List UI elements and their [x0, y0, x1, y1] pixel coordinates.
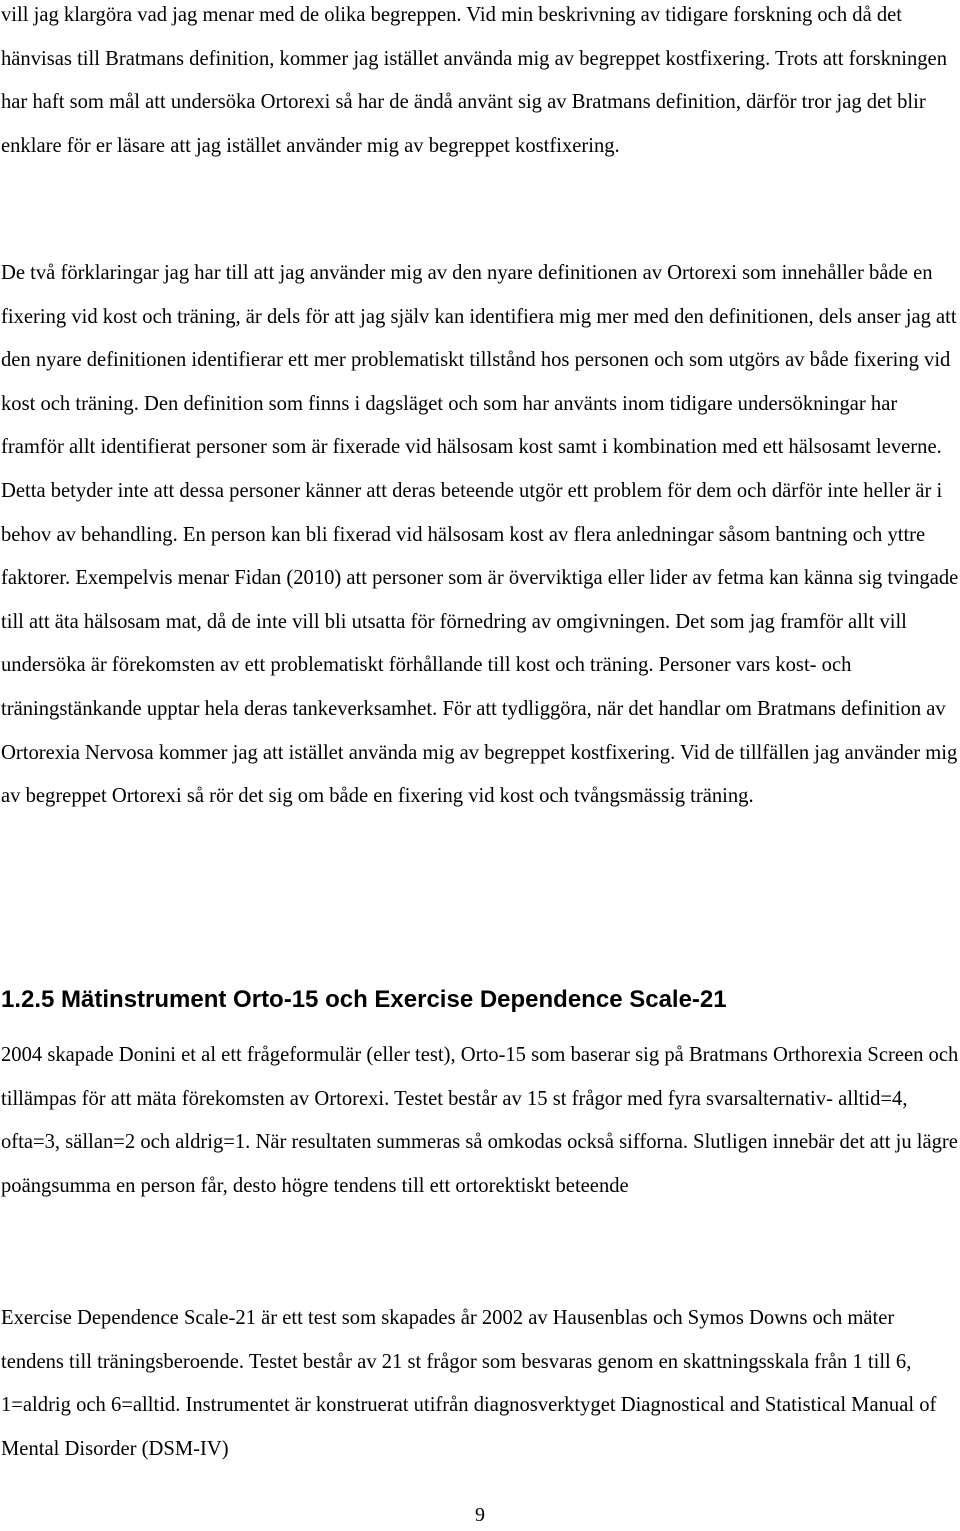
paragraph-orto15: 2004 skapade Donini et al ett frågeformulär (eller test), Orto-15 som baserar sig på Bratmans Orthorexia Screen och tillämpas för att mäta förekomsten av Ortorexi. Testet består av 15 st frågor med fyra svarsalternativ- alltid=4, ofta=3, sällan=2 och aldrig=1. När resultaten summeras så omkodas också sifforna. Slutligen innebär det att ju lägre poängsumma en person får, desto högre tendens till ett ortorektiskt beteende	[1, 1044, 959, 1197]
paragraph-eds21: Exercise Dependence Scale-21 är ett test som skapades år 2002 av Hausenblas och Symos Downs och mäter tendens till träningsberoende. Testet består av 21 st frågor som besvaras genom en skattningsskala från 1 till 6, 1=aldrig och 6=alltid. Instrumentet är konstruerat utifrån diagnosverktyget Diagnostical and Statistical Manual of Mental Disorder (DSM-IV)	[1, 1307, 937, 1460]
section-heading: 1.2.5 Mätinstrument Orto-15 och Exercise Dependence Scale-21	[1, 986, 727, 1013]
page-number: 9	[475, 1504, 485, 1526]
paragraph-definition-reasons: De två förklaringar jag har till att jag använder mig av den nyare definitionen av Ortorexi som innehåller både en fixering vid kost och träning, är dels för att jag själv kan identifiera mig mer med den definitionen, dels anser jag att den nyare definitionen identifierar ett mer problematiskt tillstånd hos personen och som utgörs av både fixering vid kost och träning. Den definition som finns i dagsläget och som har använts inom tidigare undersökningar har framför allt identifierat personer som är fixerade vid hälsosam kost samt i kombination med ett hälsosamt leverne. Detta betyder inte att dessa personer känner att deras beteende utgör ett problem för dem och därför inte heller är i behov av behandling. En person kan bli fixerad vid hälsosam kost av flera anledningar såsom bantning och yttre faktorer. Exempelvis menar Fidan (2010) att personer som är överviktiga eller lider av fetma kan känna sig tvingade till att äta hälsosam mat, då de inte vill bli utsatta för förnedring av omgivningen. Det som jag framför allt vill undersöka är förekomsten av ett problematiskt förhållande till kost och träning. Personer vars kost- och träningstänkande upptar hela deras tankeverksamhet. För att tydliggöra, när det handlar om Bratmans definition av Ortorexia Nervosa kommer jag att istället använda mig av begreppet kostfixering. Vid de tillfällen jag använder mig av begreppet Ortorexi så rör det sig om både en fixering vid kost och tvångsmässig träning.	[1, 262, 959, 808]
paragraph-definitions-intro: vill jag klargöra vad jag menar med de olika begreppen. Vid min beskrivning av tidigare forskning och då det hänvisas till Bratmans definition, kommer jag istället använda mig av begreppet kostfixering. Trots att forskningen har haft som mål att undersöka Ortorexi så har de ändå använt sig av Bratmans definition, därför tror jag det blir enklare för er läsare att jag istället använder mig av begreppet kostfixering.	[1, 4, 947, 157]
